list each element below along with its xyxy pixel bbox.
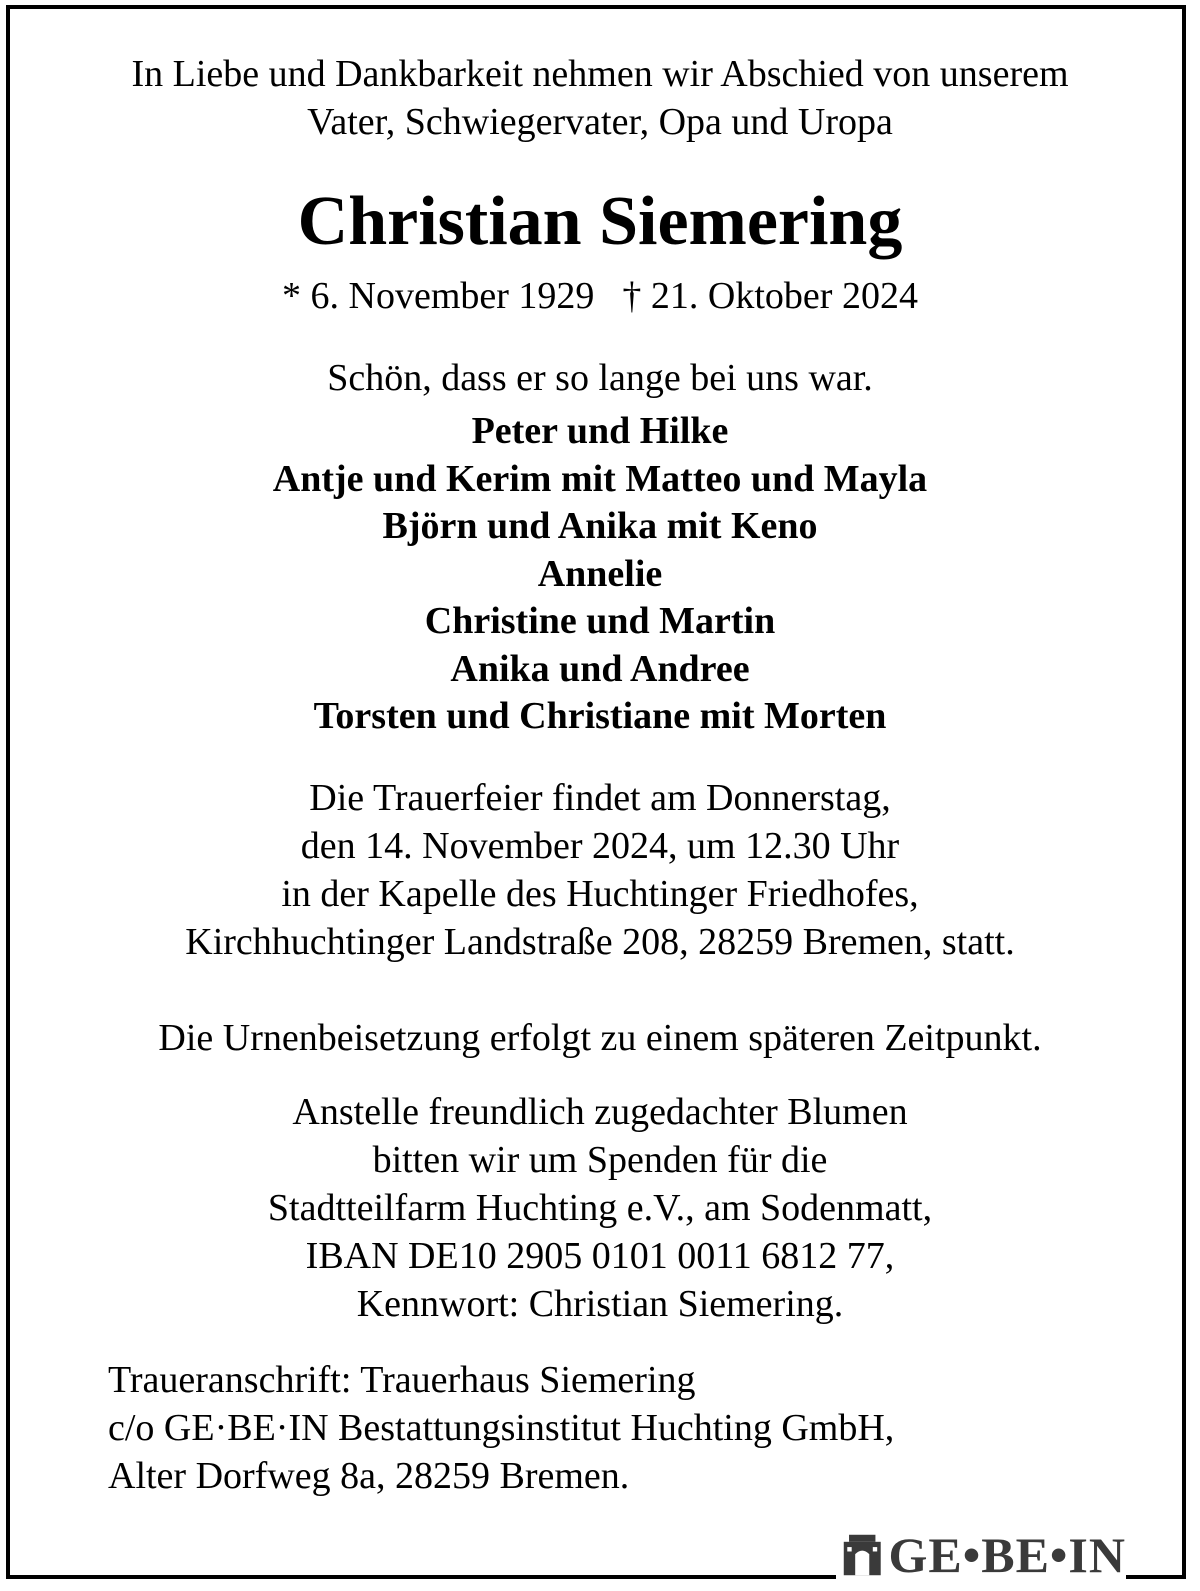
family-line: Björn und Anika mit Keno — [382, 505, 818, 547]
donation-line: Anstelle freundlich zugedachter Blumen — [292, 1091, 908, 1133]
family-line: Christine und Martin — [424, 600, 776, 642]
birth-date: * 6. November 1929 — [282, 275, 595, 317]
donation-line: Stadtteilfarm Huchting e.V., am Sodenmatt, — [267, 1187, 933, 1229]
building-icon — [842, 1530, 882, 1580]
ceremony-line: Die Trauerfeier findet am Donnerstag, — [309, 777, 891, 819]
address-line: Alter Dorfweg 8a, 28259 Bremen. — [108, 1455, 630, 1497]
family-list — [0, 408, 1200, 741]
donation-info — [0, 1088, 1200, 1328]
donation-line: IBAN DE10 2905 0101 0011 6812 77, — [305, 1235, 895, 1277]
family-line: Peter und Hilke — [471, 410, 729, 452]
address-line: c/o GE·BE·IN Bestattungsinstitut Huchting GmbH, — [108, 1407, 895, 1449]
deceased-name: Christian Siemering — [297, 183, 903, 260]
gebein-logo — [836, 1520, 1126, 1590]
donation-line: bitten wir um Spenden für die — [372, 1139, 828, 1181]
ceremony-line: in der Kapelle des Huchtinger Friedhofes, — [281, 873, 919, 915]
family-line: Anika und Andree — [450, 647, 750, 690]
mourning-address — [108, 1356, 1108, 1500]
family-line: Antje und Kerim mit Matteo und Mayla — [272, 457, 928, 500]
ceremony-line: den 14. November 2024, um 12.30 Uhr — [300, 825, 900, 867]
address-line: Traueranschrift: Trauerhaus Siemering — [108, 1359, 696, 1401]
quote: Schön, dass er so lange bei uns war. — [327, 357, 873, 399]
life-dates — [0, 272, 1200, 320]
family-line: Annelie — [537, 552, 663, 595]
intro-line: Vater, Schwiegervater, Opa und Uropa — [307, 101, 893, 143]
logo-text: GE•BE•IN — [888, 1527, 1126, 1583]
urn-burial-note: Die Urnenbeisetzung erfolgt zu einem späteren Zeitpunkt. — [158, 1017, 1042, 1059]
intro-text — [0, 50, 1200, 146]
family-line: Torsten und Christiane mit Morten — [313, 695, 887, 737]
ceremony-line: Kirchhuchtinger Landstraße 208, 28259 Bremen, statt. — [185, 921, 1015, 963]
death-date: † 21. Oktober 2024 — [622, 275, 918, 317]
intro-line: In Liebe und Dankbarkeit nehmen wir Abschied von unserem — [131, 53, 1069, 95]
ceremony-info — [0, 774, 1200, 966]
donation-line: Kennwort: Christian Siemering. — [356, 1283, 844, 1325]
